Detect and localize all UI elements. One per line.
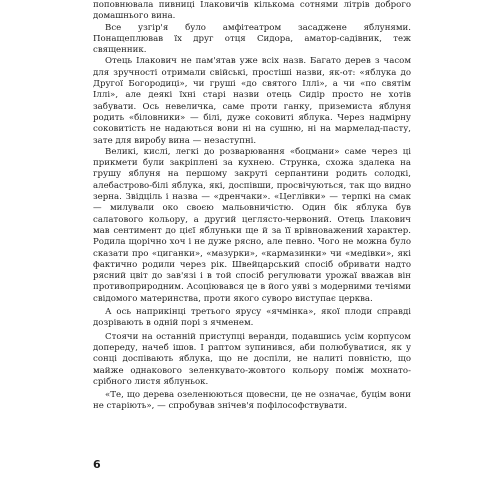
page-number: 6 <box>93 458 101 471</box>
paragraph-5: А ось наприкінці третього ярусу «ячмінка», якої плоди справді дозрівають в одній порі з ячменем. <box>93 307 411 329</box>
paragraph-6: Стоячи на останній приступці веранди, подавшись усім корпусом допереду, начеб ішов. І раптом зупинився, аби полюбуватися, як у сонці доспівають яблука, що не доспіли, не налиті повністю, що майже однакового зеленкувато-жовтого кольору поміж мохнато-срібного листя яблуньок. <box>93 331 411 387</box>
paragraph-2: Все узгір'я було амфітеатром засаджене яблунями. Понащеплював їх друг отця Сидора, аматор-садівник, теж священник. <box>93 22 411 56</box>
paragraph-3: Отець Ілакович не пам'ятав уже всіх назв. Багато дерев з часом для зручності отримали свійські, простіші назви, як-от: «яблука до Другої Богородиці», чи груші «до святого Іллі», а чи «по святім Іллі», але деякі їхні старі назви отець Сидір просто не хотів забувати. Ось невеличка, саме проти ганку, приземиста яблуня родить «біловники» — білі, дуже соковиті яблука. Через надмірну соковитість не надаються вони ні на сушню, ні на мармелад-пасту, зате для виробу вина — незаступні. <box>93 56 411 146</box>
paragraph-7: «Те, що дерева озеленюються щовесни, це не означає, буцім вони не старіють», — спробував знічев'я пофілософствувати. <box>93 390 411 412</box>
book-page-text <box>93 0 411 413</box>
paragraph-4: Великі, кислі, легкі до розварювання «боцмани» саме через ці прикмети були закріплені за кухнею. Струнка, схожа здалека на грушу яблуня на першому закруті серпантини родить солодкі, алебастрово-білі яблука, які, доспівши, просвічуються, так що видно зерна. Звідціль і назва — «дренчаки». «Цеглівки» — терпкі на смак — милували око своєю мальовничістю. Один бік яблука був салатового кольору, а другий цеглясто-червоний. Отець Ілакович мав сентимент до цієї яблуньки ще й за її врівноважений характер. Родила щорічно хоч і не дуже рясно, але певно. Чого не можна було сказати про «циганки», «мазурки», «кармазинки» чи «медівки», які фактично родили через рік. Швейцарський спосіб обривати надто рясний цвіт до зав'язі і в той спосіб регулювати урожаї вважав він противоприродним. Асоціювався це в його уяві з модерними течіями свідомого материнства, проти якого суворо виступає церква. <box>93 146 411 304</box>
paragraph-1: поповнювала пивниці Ілаковичів кількома сотнями літрів доброго домашнього вина. <box>93 0 411 22</box>
